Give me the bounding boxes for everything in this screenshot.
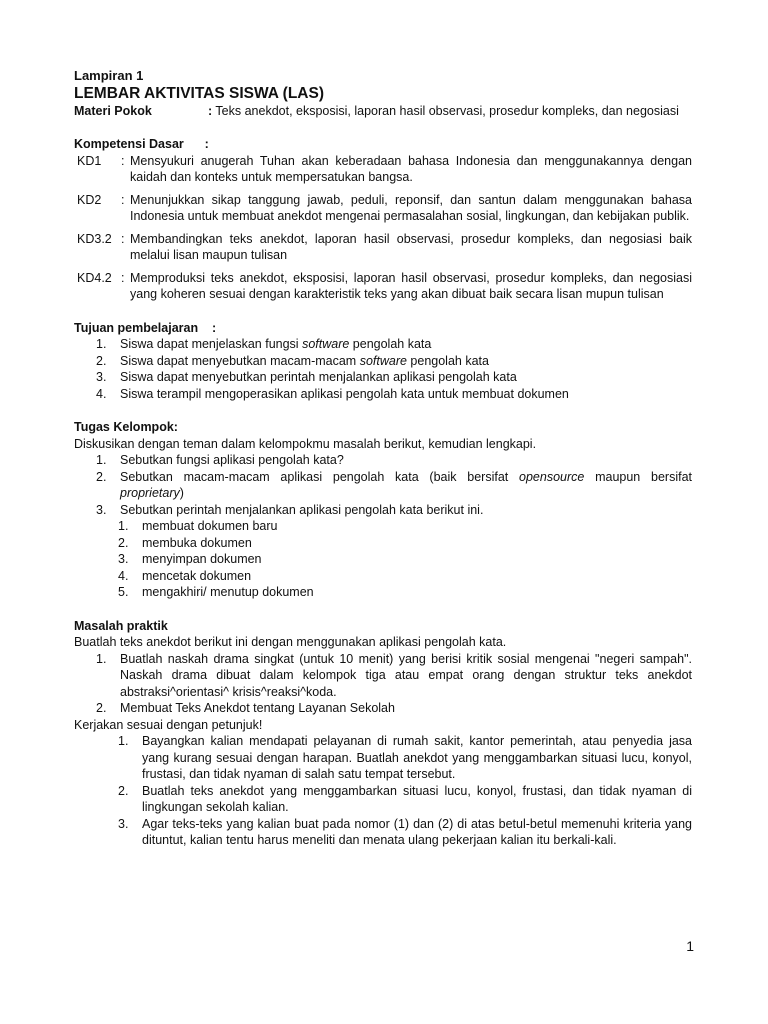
- text-part: Siswa dapat menjelaskan fungsi: [120, 337, 303, 351]
- document-page: [74, 68, 692, 849]
- list-item: [74, 502, 692, 519]
- list-item: [74, 469, 692, 502]
- lampiran-label: Lampiran 1: [74, 68, 144, 83]
- item-number: 3.: [96, 502, 107, 517]
- materi-colon: :: [208, 103, 213, 118]
- kd-item: [74, 153, 692, 186]
- item-text: membuat dokumen baru: [142, 519, 278, 533]
- item-text: Sebutkan perintah menjalankan aplikasi pengolah kata berikut ini.: [120, 502, 484, 517]
- tujuan-heading: Tujuan pembelajaran :: [74, 320, 217, 335]
- kd-code: KD2: [77, 192, 102, 207]
- item-number: 1.: [96, 651, 107, 666]
- tugas-heading: Tugas Kelompok:: [74, 420, 178, 434]
- text-part: pengolah kata: [406, 353, 489, 368]
- kd-code: KD4.2: [77, 270, 112, 285]
- item-text: membuka dokumen: [142, 535, 252, 550]
- page-number: 1: [686, 938, 694, 954]
- kd-code: KD1: [77, 153, 102, 168]
- tugas-intro: Diskusikan dengan teman dalam kelompokmu masalah berikut, kemudian lengkapi.: [74, 436, 537, 451]
- sub-list-item: [74, 551, 692, 568]
- text-part: ): [179, 486, 184, 500]
- materi-label: Materi Pokok: [74, 103, 152, 118]
- sub-list-item: [74, 518, 692, 535]
- item-number: 2.: [118, 535, 129, 550]
- item-text: Bayangkan kalian mendapati pelayanan di rumah sakit, kantor pemerintah, atau penyedia jasa yang kurang sesuai dengan harapan. Buatlah anekdot yang menggambarkan situasi lucu, konyol, frustasi, dan tidak nyaman di salah satu tempat tersebut.: [142, 734, 692, 781]
- item-number: 3.: [118, 552, 129, 566]
- sub-list-item: [74, 535, 692, 552]
- list-item: [74, 783, 692, 816]
- item-text: Sebutkan fungsi aplikasi pengolah kata?: [120, 453, 344, 467]
- petunjuk-text: Kerjakan sesuai dengan petunjuk!: [74, 717, 263, 732]
- item-text: [120, 469, 692, 502]
- item-number: 2.: [96, 469, 107, 484]
- list-item: [74, 336, 692, 353]
- kd-item: [74, 270, 692, 303]
- item-text: [120, 336, 692, 353]
- text-part: Siswa dapat menyebutkan perintah menjalankan aplikasi pengolah kata: [120, 370, 517, 384]
- kd-item: [74, 231, 692, 264]
- item-text: menyimpan dokumen: [142, 552, 262, 566]
- item-number: 3.: [96, 370, 107, 384]
- text-italic: software: [302, 337, 350, 351]
- kd-colon: :: [121, 231, 125, 246]
- item-number: 4.: [96, 386, 107, 401]
- item-number: 2.: [96, 353, 107, 368]
- item-number: 1.: [96, 337, 107, 351]
- petunjuk-list: [74, 733, 692, 849]
- kd-item: [74, 192, 692, 225]
- text-italic: software: [359, 353, 407, 368]
- list-item: [74, 733, 692, 783]
- item-text: Buatlah naskah drama singkat (untuk 10 menit) yang berisi kritik sosial mengenai "negeri sampah". Naskah drama dibuat dalam kelompok tiga atau empat orang dengan struktur teks anekdot abstraksi^orientasi^ krisis^reaksi^koda.: [120, 651, 692, 699]
- list-item: [74, 816, 692, 849]
- item-number: 1.: [118, 734, 129, 748]
- list-item: [74, 369, 692, 386]
- kd-colon: :: [121, 153, 125, 168]
- item-text: Buatlah teks anekdot yang menggambarkan situasi lucu, konyol, frustasi, dan tidak nyaman di lingkungan sekolah kalian.: [142, 783, 692, 814]
- text-part: pengolah kata: [349, 337, 432, 351]
- item-text: Membuat Teks Anekdot tentang Layanan Sekolah: [120, 701, 395, 715]
- list-item: [74, 700, 692, 717]
- list-item: [74, 651, 692, 701]
- text-part: maupun bersifat: [584, 469, 693, 484]
- item-number: 2.: [96, 701, 107, 715]
- text-italic: opensource: [519, 469, 585, 484]
- item-number: 1.: [96, 453, 107, 467]
- item-text: [120, 353, 692, 370]
- kd-colon: :: [121, 192, 125, 207]
- materi-value: [208, 103, 692, 120]
- kd-text: Memproduksi teks anekdot, eksposisi, laporan hasil observasi, prosedur kompleks, dan negosiasi yang koheren sesuai dengan karakteristik teks yang akan dibuat baik secara lisan mupun tulisan: [130, 270, 692, 301]
- item-number: 2.: [118, 783, 129, 798]
- sub-list-item: [74, 584, 692, 601]
- sub-list-item: [74, 568, 692, 585]
- kd-colon: :: [121, 270, 125, 285]
- list-item: [74, 452, 692, 469]
- list-item: [74, 353, 692, 370]
- text-part: Sebutkan macam-macam aplikasi pengolah kata (baik bersifat: [120, 469, 520, 484]
- materi-pokok-row: [74, 103, 692, 120]
- item-text: mencetak dokumen: [142, 568, 252, 583]
- kd-text: Membandingkan teks anekdot, laporan hasil observasi, prosedur kompleks, dan negosiasi baik melalui lisan maupun tulisan: [130, 231, 692, 262]
- kompetensi-heading: Kompetensi Dasar :: [74, 137, 209, 151]
- item-text: [120, 369, 692, 386]
- list-item: [74, 386, 692, 403]
- item-text: [120, 386, 692, 403]
- text-part: Siswa terampil mengoperasikan aplikasi pengolah kata untuk membuat dokumen: [120, 386, 569, 401]
- masalah-list: [74, 651, 692, 717]
- kd-text: Mensyukuri anugerah Tuhan akan keberadaan bahasa Indonesia dan menggunakannya dengan kaidah dan konteks untuk mempersatukan bangsa.: [130, 153, 692, 184]
- tujuan-list: [74, 336, 692, 402]
- kompetensi-list: [74, 153, 692, 303]
- tugas-list: [74, 452, 692, 518]
- masalah-heading: Masalah praktik: [74, 618, 168, 633]
- item-number: 5.: [118, 585, 129, 599]
- item-text: mengakhiri/ menutup dokumen: [142, 585, 314, 599]
- document-title: LEMBAR AKTIVITAS SISWA (LAS): [74, 84, 324, 102]
- kd-text: Menunjukkan sikap tanggung jawab, peduli, reponsif, dan santun dalam menggunakan bahasa Indonesia untuk membuat anekdot mengenai permasalahan sosial, lingkungan, dan kebijakan publik.: [130, 192, 692, 223]
- kd-code: KD3.2: [77, 231, 112, 246]
- masalah-intro: Buatlah teks anekdot berikut ini dengan menggunakan aplikasi pengolah kata.: [74, 635, 507, 649]
- text-italic: proprietary: [120, 486, 180, 500]
- tugas-sublist: [74, 518, 692, 601]
- materi-text: Teks anekdot, eksposisi, laporan hasil observasi, prosedur kompleks, dan negosiasi: [212, 103, 679, 118]
- item-number: 1.: [118, 519, 129, 533]
- item-number: 3.: [118, 816, 129, 831]
- item-number: 4.: [118, 568, 129, 583]
- text-part: Siswa dapat menyebutkan macam-macam: [120, 353, 360, 368]
- item-text: Agar teks-teks yang kalian buat pada nomor (1) dan (2) di atas betul-betul memenuhi kriteria yang dituntut, kalian tentu harus meneliti dan menata ulang pekerjaan kalian itu berkali-kali.: [142, 816, 692, 847]
